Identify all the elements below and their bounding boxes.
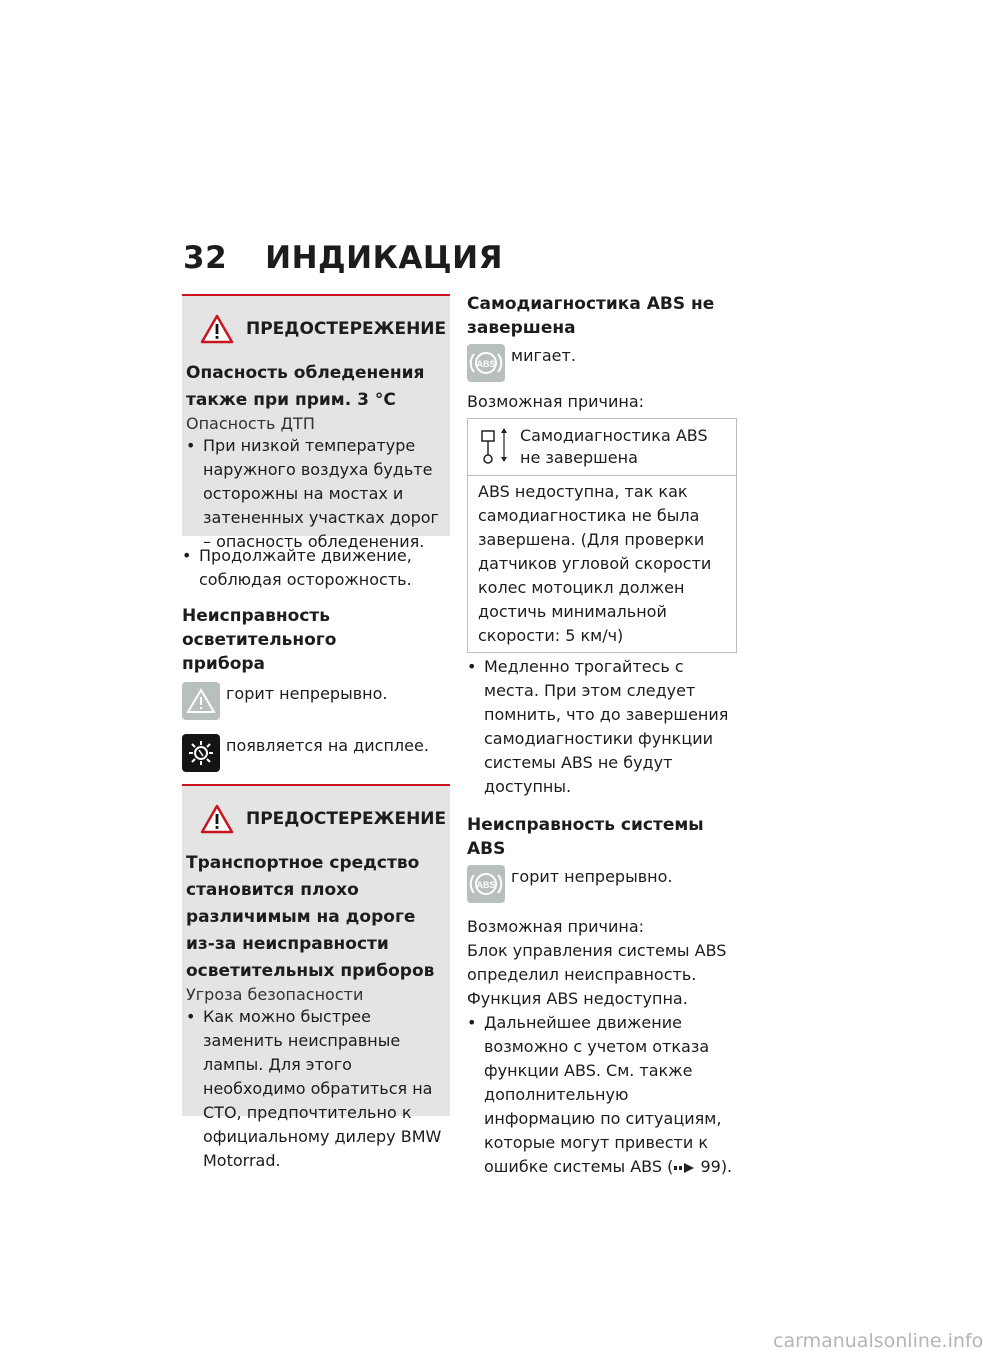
warning-box-lights	[182, 784, 450, 1170]
abs-selfdiag-bullet: • Медленно трогайтесь с места. При этом следует помнить, что до завершения самодиагностики функции системы ABS не будут доступны.	[467, 657, 729, 796]
watermark: carmanualsonline.info	[773, 1330, 983, 1352]
warning-heading	[200, 314, 446, 344]
warning-subtitle: Опасность ДТП	[186, 414, 315, 433]
lamp-fault-row-1	[182, 682, 450, 720]
abs-icon	[467, 865, 505, 903]
svg-text:ABS: ABS	[476, 359, 496, 369]
warning-title: Опасность обледенения также при прим. 3 °C	[186, 363, 425, 410]
page-number: 32	[183, 240, 228, 276]
table-title: Самодиагностика ABS не завершена	[520, 426, 708, 467]
general-warning-light-icon	[182, 682, 220, 720]
abs-selfdiag-title: Самодиагностика ABS не завершена	[467, 294, 715, 338]
svg-text:ABS: ABS	[476, 880, 496, 890]
abs-fault-cause-text: Блок управления системы ABS определил неисправность. Функция ABS недоступна.	[467, 941, 727, 1008]
warning-title: Транспортное средство становится плохо различимым на дороге из-за неисправности осветительных приборов	[186, 853, 435, 981]
warning-label: ПРЕДОСТЕРЕЖЕНИЕ	[246, 809, 447, 829]
lamp-fault-icon	[182, 734, 220, 772]
warning-box-icing	[182, 294, 450, 551]
abs-selfdiag-table	[467, 418, 737, 653]
warning-heading	[200, 804, 446, 834]
abs-fault-cause-label: Возможная причина:	[467, 917, 645, 936]
continue-bullet: • Продолжайте движение, соблюдая осторожность.	[182, 546, 412, 589]
abs-fault-icon-text: горит непрерывно.	[511, 867, 673, 886]
page-header	[183, 240, 503, 276]
abs-icon	[467, 344, 505, 382]
lamp-fault-text-2: появляется на дисплее.	[226, 736, 429, 755]
reference-arrow-icon	[673, 1162, 695, 1174]
right-column	[467, 292, 737, 1179]
abs-selfdiag-icon-row	[467, 344, 737, 382]
table-header	[468, 419, 736, 476]
table-body: ABS недоступна, так как самодиагностика не была завершена. (Для проверки датчиков угловой скорости колес мотоцикл должен достичь минимальной скорости: 5 км/ч)	[478, 482, 712, 645]
lamp-fault-title: Неисправность осветительного прибора	[182, 606, 337, 674]
abs-fault-bullet: • Дальнейшее движение возможно с учетом отказа функции ABS. См. также дополнительную информацию по ситуациям, которые могут привести к ошибке системы ABS ( 99).	[467, 1013, 733, 1176]
warning-triangle-icon	[200, 314, 234, 344]
warning-triangle-icon	[200, 804, 234, 834]
warning-label: ПРЕДОСТЕРЕЖЕНИЕ	[246, 319, 447, 339]
warning-bullet: • При низкой температуре наружного воздуха будьте осторожны на мостах и затененных участках дорог – опасность обледенения.	[186, 436, 439, 551]
abs-selfdiag-icon-text: мигает.	[511, 346, 576, 365]
lamp-fault-row-2	[182, 734, 450, 772]
left-column	[182, 294, 450, 1170]
warning-subtitle: Угроза безопасности	[186, 985, 364, 1004]
warning-bullet: • Как можно быстрее заменить неисправные лампы. Для этого необходимо обратиться на СТО, предпочтительно к официальному дилеру BMW Motorrad.	[186, 1007, 442, 1170]
reference-page[interactable]: 99	[700, 1157, 721, 1176]
abs-fault-title: Неисправность системы ABS	[467, 815, 704, 859]
abs-fault-icon-row	[467, 865, 737, 903]
diagnosis-icon	[478, 425, 518, 469]
lamp-fault-text-1: горит непрерывно.	[226, 684, 388, 703]
abs-selfdiag-cause-label: Возможная причина:	[467, 392, 645, 411]
page-title: ИНДИКАЦИЯ	[265, 240, 503, 276]
